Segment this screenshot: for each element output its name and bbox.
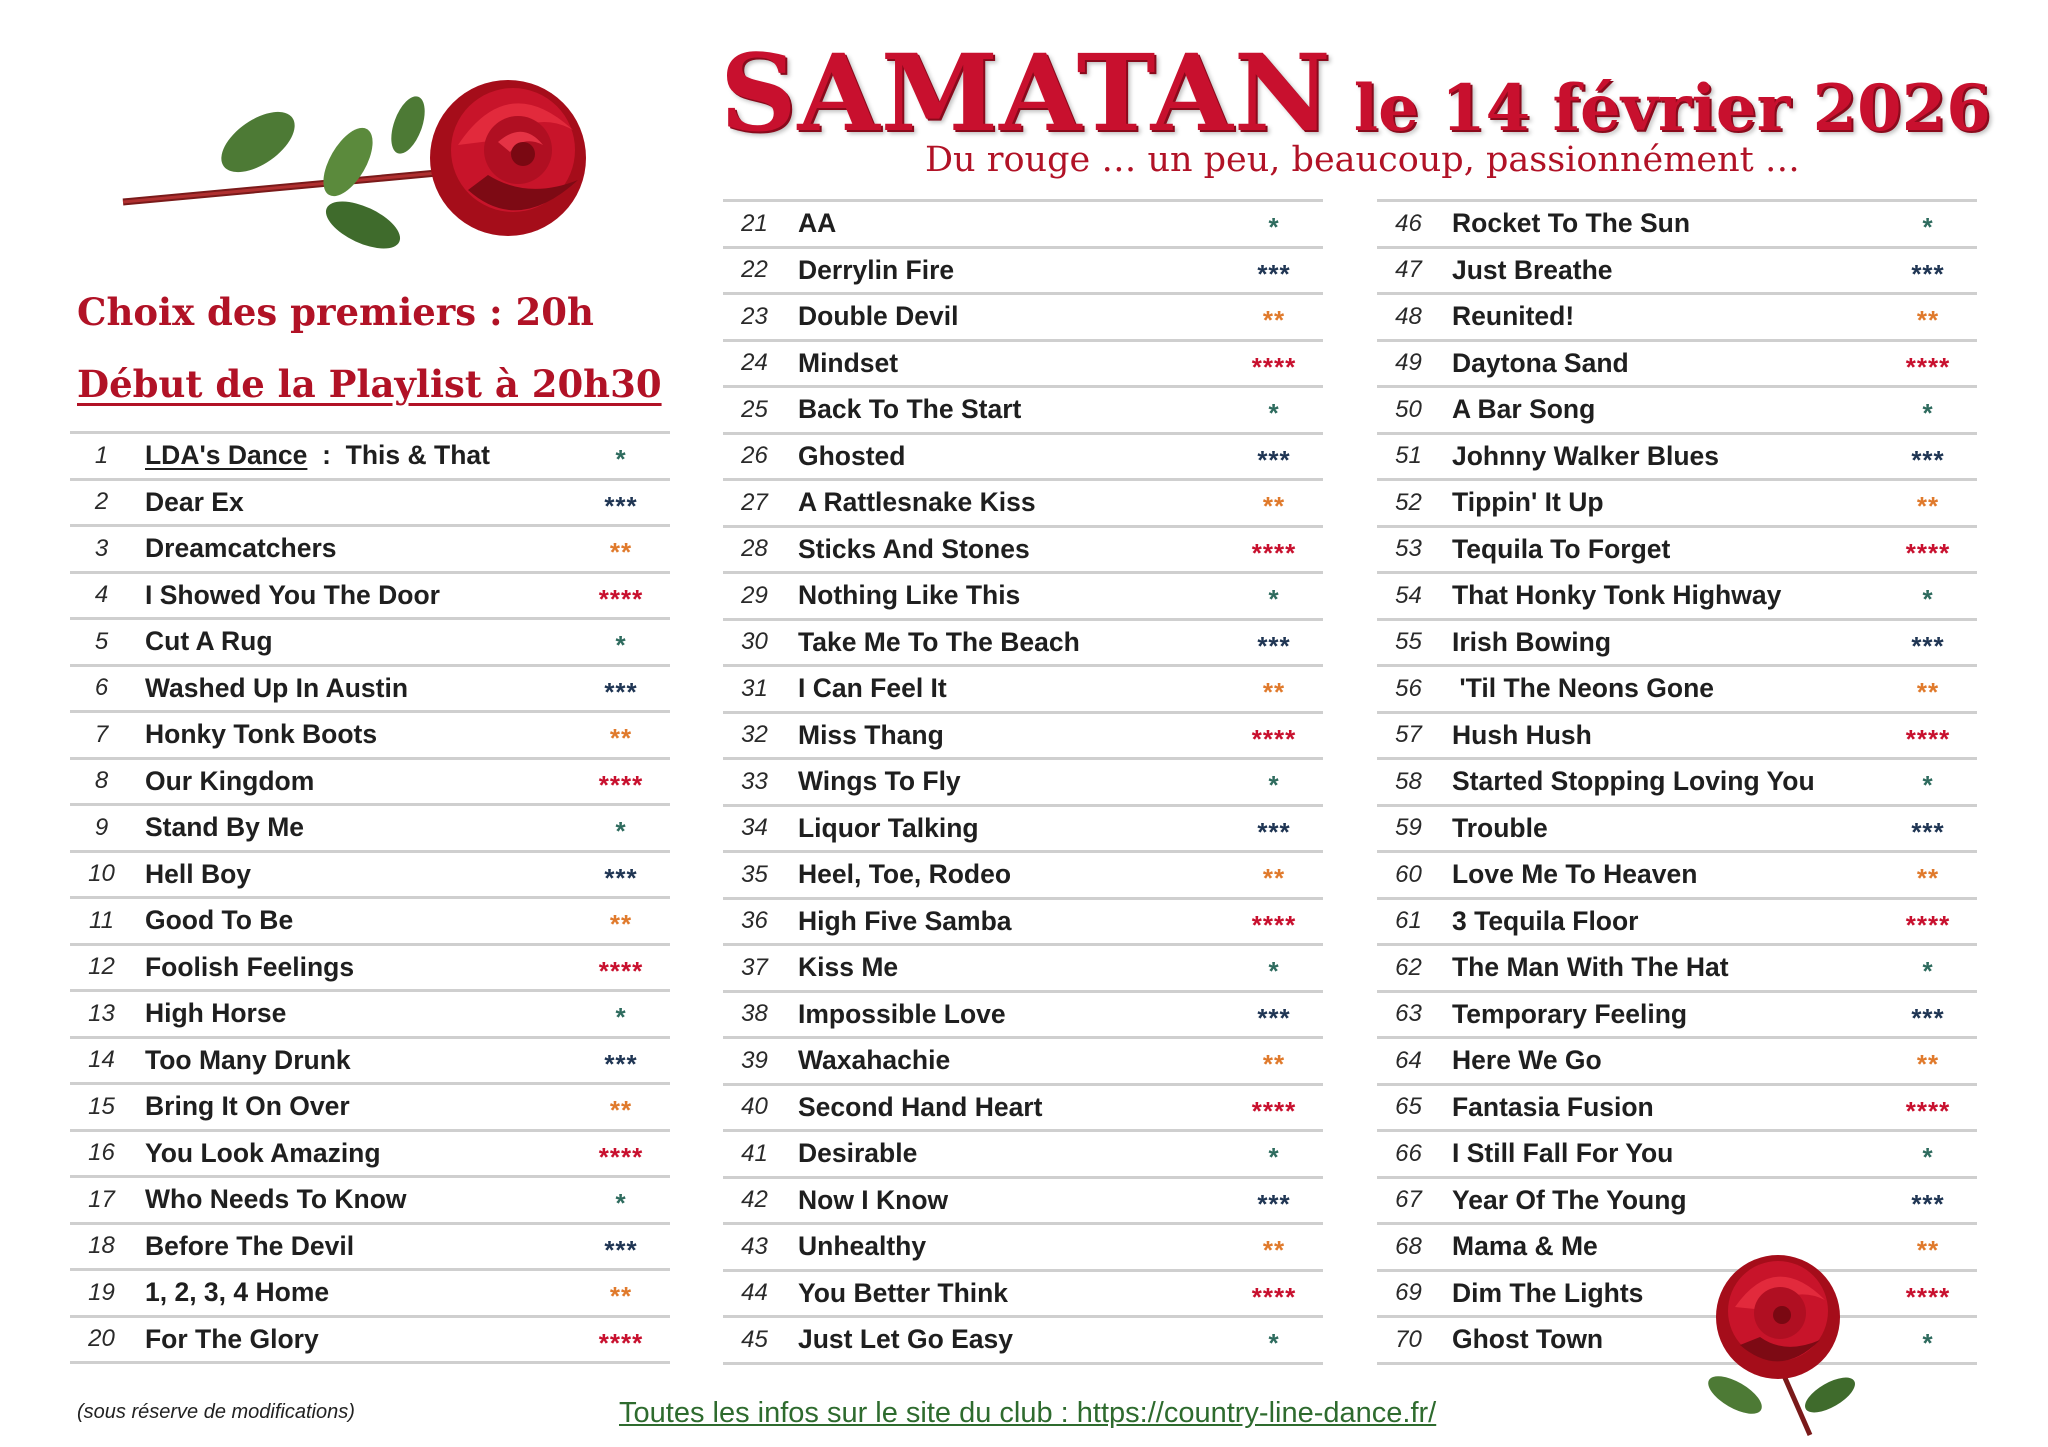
dance-number: 50 — [1395, 395, 1422, 423]
difficulty-stars: *** — [1257, 444, 1291, 475]
dance-name: Our Kingdom — [145, 765, 315, 796]
dance-row — [1377, 1179, 1977, 1226]
dance-number: 65 — [1395, 1093, 1422, 1121]
dance-number: 4 — [94, 581, 109, 609]
difficulty-stars: *** — [1911, 258, 1945, 289]
dance-name: Mindset — [798, 347, 899, 378]
dance-number: 53 — [1395, 535, 1422, 563]
dance-number: 46 — [1395, 209, 1422, 237]
dance-name: Desirable — [798, 1138, 918, 1169]
difficulty-stars: **** — [598, 955, 644, 986]
dance-name: Washed Up In Austin — [145, 672, 409, 703]
dance-row — [723, 1179, 1323, 1226]
difficulty-stars: * — [1268, 956, 1280, 986]
dance-name: Love Me To Heaven — [1452, 859, 1698, 890]
dance-row — [723, 202, 1323, 249]
dance-name: Who Needs To Know — [145, 1184, 407, 1215]
dance-name: I Still Fall For You — [1452, 1138, 1674, 1169]
dance-name: Cut A Rug — [145, 626, 273, 657]
difficulty-stars: **** — [1251, 909, 1297, 940]
dance-name — [145, 440, 490, 471]
dance-number: 63 — [1395, 1000, 1422, 1028]
dance-name: Impossible Love — [798, 998, 1006, 1029]
dance-row — [1377, 1132, 1977, 1179]
dance-name: Rocket To The Sun — [1452, 208, 1691, 239]
dance-name: I Showed You The Door — [145, 579, 440, 610]
difficulty-stars: * — [615, 1188, 627, 1218]
difficulty-stars: * — [615, 816, 627, 846]
dance-row — [723, 667, 1323, 714]
dance-number: 30 — [741, 628, 768, 656]
dance-number: 2 — [94, 488, 109, 516]
dance-row — [723, 342, 1323, 389]
dance-name: Here We Go — [1452, 1045, 1602, 1076]
dance-row — [70, 434, 670, 481]
dance-row — [1377, 295, 1977, 342]
dance-name: Take Me To The Beach — [798, 626, 1080, 657]
dance-row — [70, 713, 670, 760]
difficulty-stars: ** — [1262, 863, 1286, 893]
dance-number: 52 — [1395, 488, 1422, 516]
dance-name: AA — [798, 208, 837, 239]
dance-name: Ghost Town — [1452, 1324, 1604, 1355]
dance-number: 12 — [88, 953, 115, 981]
dance-number: 33 — [741, 767, 768, 795]
dance-name: Second Hand Heart — [798, 1091, 1043, 1122]
dance-row — [1377, 202, 1977, 249]
dance-name: Too Many Drunk — [145, 1044, 351, 1075]
dance-number: 36 — [741, 907, 768, 935]
modification-note: (sous réserve de modifications) — [77, 1401, 355, 1423]
dance-row — [1377, 1272, 1977, 1319]
dance-row — [1377, 714, 1977, 761]
title-date: le 14 février 2026 — [1353, 71, 1991, 146]
dance-number: 64 — [1395, 1046, 1422, 1074]
dance-row — [1377, 1225, 1977, 1272]
dance-row — [723, 249, 1323, 296]
dance-name: Started Stopping Loving You — [1452, 766, 1815, 797]
difficulty-stars: **** — [1251, 351, 1297, 382]
difficulty-stars: * — [1922, 1142, 1934, 1172]
dance-name: Liquor Talking — [798, 812, 979, 843]
dance-number: 21 — [741, 209, 768, 237]
difficulty-stars: ** — [1916, 1235, 1940, 1265]
dance-number: 5 — [94, 627, 109, 655]
dance-number: 40 — [741, 1093, 768, 1121]
dance-name: Bring It On Over — [145, 1091, 350, 1122]
dance-row — [70, 946, 670, 993]
dance-name: High Horse — [145, 998, 287, 1029]
rose-illustration-bottom — [1680, 1245, 1880, 1440]
club-website-link[interactable]: Toutes les infos sur le site du club : https://country-line-dance.fr/ — [619, 1397, 1437, 1429]
dance-name: Back To The Start — [798, 394, 1022, 425]
dance-name: Miss Thang — [798, 719, 944, 750]
dance-row — [70, 1178, 670, 1225]
dance-row — [70, 1271, 670, 1318]
dance-row — [70, 667, 670, 714]
dance-number: 31 — [741, 674, 768, 702]
dance-name: Unhealthy — [798, 1231, 927, 1262]
difficulty-stars: * — [1922, 770, 1934, 800]
dance-number: 8 — [94, 767, 109, 795]
dance-name: Sticks And Stones — [798, 533, 1030, 564]
dance-name: Before The Devil — [145, 1230, 355, 1261]
dance-row — [723, 1086, 1323, 1133]
dance-name: Tippin' It Up — [1452, 487, 1604, 518]
dance-number: 57 — [1395, 721, 1422, 749]
dance-name: Mama & Me — [1452, 1231, 1598, 1262]
dance-row — [723, 295, 1323, 342]
difficulty-stars: * — [1268, 584, 1280, 614]
difficulty-stars: *** — [1911, 1188, 1945, 1219]
dance-name: Hell Boy — [145, 858, 252, 889]
dance-name: 'Til The Neons Gone — [1452, 673, 1715, 704]
difficulty-stars: *** — [604, 1048, 638, 1079]
dance-number: 11 — [89, 906, 114, 934]
difficulty-stars: ** — [609, 537, 633, 567]
dance-row — [1377, 1039, 1977, 1086]
dance-number: 43 — [741, 1232, 768, 1260]
dance-name: A Rattlesnake Kiss — [798, 487, 1036, 518]
dance-number: 23 — [741, 302, 768, 330]
dance-number: 37 — [741, 953, 768, 981]
dance-name: 1, 2, 3, 4 Home — [145, 1277, 330, 1308]
difficulty-stars: **** — [598, 1327, 644, 1358]
difficulty-stars: **** — [1251, 537, 1297, 568]
difficulty-stars: ** — [1916, 491, 1940, 521]
difficulty-stars: *** — [1911, 630, 1945, 661]
dance-name: Foolish Feelings — [145, 951, 355, 982]
dance-row — [723, 528, 1323, 575]
dance-name: Just Breathe — [1452, 254, 1613, 285]
difficulty-stars: * — [1922, 584, 1934, 614]
dance-number: 58 — [1395, 767, 1422, 795]
difficulty-stars: *** — [604, 862, 638, 893]
dance-number: 18 — [88, 1232, 115, 1260]
dance-number: 9 — [94, 813, 109, 841]
dance-row — [1377, 1086, 1977, 1133]
difficulty-stars: *** — [1911, 444, 1945, 475]
dance-list-column-3 — [1377, 199, 1977, 1365]
dance-name: Heel, Toe, Rodeo — [798, 859, 1012, 890]
difficulty-stars: ** — [1262, 305, 1286, 335]
dance-number: 69 — [1395, 1279, 1422, 1307]
difficulty-stars: *** — [1257, 630, 1291, 661]
dance-row — [1377, 807, 1977, 854]
difficulty-stars: ** — [1916, 677, 1940, 707]
dance-number: 67 — [1395, 1186, 1422, 1214]
dance-row — [723, 714, 1323, 761]
dance-row — [1377, 528, 1977, 575]
dance-name: High Five Samba — [798, 905, 1012, 936]
dance-name: Tequila To Forget — [1452, 533, 1671, 564]
dance-name: You Look Amazing — [145, 1137, 381, 1168]
dance-row — [723, 388, 1323, 435]
difficulty-stars: ** — [1916, 305, 1940, 335]
difficulty-stars: *** — [1257, 816, 1291, 847]
dance-row — [723, 435, 1323, 482]
dance-row — [70, 574, 670, 621]
difficulty-stars: **** — [1905, 537, 1951, 568]
difficulty-stars: **** — [1905, 1281, 1951, 1312]
dance-name-suffix: : This & That — [307, 440, 490, 471]
dance-name: Trouble — [1452, 812, 1548, 843]
dance-name: Ghosted — [798, 440, 906, 471]
dance-row — [723, 900, 1323, 947]
dance-row — [723, 574, 1323, 621]
difficulty-stars: *** — [604, 1234, 638, 1265]
difficulty-stars: * — [615, 1002, 627, 1032]
difficulty-stars: * — [1922, 1328, 1934, 1358]
dance-name: Honky Tonk Boots — [145, 719, 378, 750]
dance-number: 54 — [1395, 581, 1422, 609]
difficulty-stars: **** — [1905, 909, 1951, 940]
difficulty-stars: ** — [609, 909, 633, 939]
dance-row — [723, 481, 1323, 528]
dance-name: Wings To Fly — [798, 766, 961, 797]
dance-row — [1377, 342, 1977, 389]
difficulty-stars: **** — [598, 769, 644, 800]
dance-row — [70, 760, 670, 807]
dance-number: 7 — [94, 720, 109, 748]
dance-number: 34 — [741, 814, 768, 842]
dance-number: 15 — [88, 1092, 115, 1120]
dance-row — [70, 620, 670, 667]
dance-row — [1377, 760, 1977, 807]
dance-row — [1377, 249, 1977, 296]
dance-name: Johnny Walker Blues — [1452, 440, 1720, 471]
dance-number: 68 — [1395, 1232, 1422, 1260]
dance-number: 35 — [741, 860, 768, 888]
dance-number: 51 — [1395, 442, 1422, 470]
dance-number: 26 — [741, 442, 768, 470]
difficulty-stars: ** — [1916, 863, 1940, 893]
dance-name: Stand By Me — [145, 812, 305, 843]
difficulty-stars: * — [615, 630, 627, 660]
dance-row — [70, 1318, 670, 1365]
dance-number: 56 — [1395, 674, 1422, 702]
dance-list-column-1 — [70, 431, 670, 1364]
dance-name: Year Of The Young — [1452, 1184, 1687, 1215]
dance-number: 62 — [1395, 953, 1422, 981]
dance-row — [1377, 853, 1977, 900]
difficulty-stars: *** — [1911, 816, 1945, 847]
dance-name: 3 Tequila Floor — [1452, 905, 1639, 936]
dance-number: 27 — [741, 488, 768, 516]
dance-name: Dear Ex — [145, 486, 244, 517]
dance-name: You Better Think — [798, 1277, 1009, 1308]
dance-row — [723, 993, 1323, 1040]
dance-row — [723, 1039, 1323, 1086]
difficulty-stars: ** — [609, 1095, 633, 1125]
dance-row — [1377, 481, 1977, 528]
dance-row — [1377, 621, 1977, 668]
dance-row — [70, 1039, 670, 1086]
dance-row — [70, 806, 670, 853]
dance-name: For The Glory — [145, 1323, 319, 1354]
dance-name: Daytona Sand — [1452, 347, 1629, 378]
dance-row — [1377, 574, 1977, 621]
dance-number: 38 — [741, 1000, 768, 1028]
difficulty-stars: * — [1268, 212, 1280, 242]
dance-number: 16 — [88, 1139, 115, 1167]
dance-number: 45 — [741, 1325, 768, 1353]
dance-row — [723, 946, 1323, 993]
difficulty-stars: * — [1268, 1328, 1280, 1358]
dance-name: Hush Hush — [1452, 719, 1592, 750]
dance-number: 49 — [1395, 349, 1422, 377]
dance-row — [723, 1318, 1323, 1365]
dance-row — [1377, 388, 1977, 435]
dance-name: Good To Be — [145, 905, 294, 936]
difficulty-stars: * — [1922, 398, 1934, 428]
difficulty-stars: *** — [1257, 258, 1291, 289]
difficulty-stars: ** — [1262, 1235, 1286, 1265]
difficulty-stars: *** — [1257, 1188, 1291, 1219]
difficulty-stars: **** — [1251, 1281, 1297, 1312]
dance-row — [1377, 1318, 1977, 1365]
subtitle: Du rouge … un peu, beaucoup, passionnément … — [925, 140, 1800, 180]
difficulty-stars: * — [1268, 398, 1280, 428]
difficulty-stars: ** — [609, 723, 633, 753]
difficulty-stars: **** — [598, 583, 644, 614]
dance-name: Derrylin Fire — [798, 254, 955, 285]
difficulty-stars: **** — [1905, 1095, 1951, 1126]
dance-name: I Can Feel It — [798, 673, 947, 704]
dance-number: 17 — [88, 1185, 115, 1213]
dance-row — [1377, 435, 1977, 482]
dance-number: 47 — [1395, 256, 1422, 284]
difficulty-stars: *** — [604, 676, 638, 707]
dance-number: 19 — [88, 1278, 115, 1306]
dance-row — [723, 853, 1323, 900]
dance-name: Nothing Like This — [798, 580, 1021, 611]
dance-row — [70, 527, 670, 574]
dance-name: Now I Know — [798, 1184, 949, 1215]
dance-row — [723, 621, 1323, 668]
dance-number: 20 — [88, 1325, 115, 1353]
dance-number: 41 — [741, 1139, 768, 1167]
dance-name: That Honky Tonk Highway — [1452, 580, 1782, 611]
title-main: SAMATAN — [720, 30, 1332, 155]
difficulty-stars: ** — [1262, 1049, 1286, 1079]
dance-number: 13 — [88, 999, 115, 1027]
dance-row — [1377, 900, 1977, 947]
dance-number: 14 — [88, 1046, 115, 1074]
dance-number: 60 — [1395, 860, 1422, 888]
dance-number: 61 — [1395, 907, 1422, 935]
dance-number: 24 — [741, 349, 768, 377]
dance-row — [70, 1085, 670, 1132]
dance-name: Kiss Me — [798, 952, 899, 983]
dance-row — [723, 1272, 1323, 1319]
difficulty-stars: * — [615, 444, 627, 474]
difficulty-stars: *** — [1911, 1002, 1945, 1033]
dance-row — [70, 1225, 670, 1272]
difficulty-stars: * — [1268, 1142, 1280, 1172]
dance-number: 32 — [741, 721, 768, 749]
difficulty-stars: *** — [604, 490, 638, 521]
dance-name: Reunited! — [1452, 301, 1575, 332]
dance-number: 10 — [88, 860, 115, 888]
dance-number: 42 — [741, 1186, 768, 1214]
difficulty-stars: * — [1922, 212, 1934, 242]
dance-name: Dim The Lights — [1452, 1277, 1644, 1308]
dance-row — [723, 760, 1323, 807]
dance-row — [70, 853, 670, 900]
dance-number: 48 — [1395, 302, 1422, 330]
choix-premiers: Choix des premiers : 20h — [77, 290, 594, 334]
dance-number: 6 — [94, 674, 109, 702]
dance-number: 70 — [1395, 1325, 1422, 1353]
difficulty-stars: **** — [1905, 723, 1951, 754]
difficulty-stars: ** — [609, 1281, 633, 1311]
dance-row — [1377, 946, 1977, 993]
dance-row — [1377, 993, 1977, 1040]
dance-list-column-2 — [723, 199, 1323, 1365]
page-title — [720, 30, 1991, 155]
dance-number: 29 — [741, 581, 768, 609]
difficulty-stars: * — [1268, 770, 1280, 800]
dance-number: 22 — [741, 256, 768, 284]
dance-row — [70, 899, 670, 946]
difficulty-stars: **** — [1905, 351, 1951, 382]
difficulty-stars: * — [1922, 956, 1934, 986]
dance-row — [1377, 667, 1977, 714]
dance-row — [70, 992, 670, 1039]
dance-number: 44 — [741, 1279, 768, 1307]
dance-number: 59 — [1395, 814, 1422, 842]
dance-row — [723, 807, 1323, 854]
dance-name: Waxahachie — [798, 1045, 951, 1076]
dance-row — [723, 1132, 1323, 1179]
difficulty-stars: **** — [1251, 1095, 1297, 1126]
dance-name: Irish Bowing — [1452, 626, 1611, 657]
dance-number: 25 — [741, 395, 768, 423]
difficulty-stars: ** — [1916, 1049, 1940, 1079]
difficulty-stars: **** — [598, 1141, 644, 1172]
difficulty-stars: ** — [1262, 491, 1286, 521]
dance-number: 3 — [94, 534, 109, 562]
dance-number: 1 — [94, 441, 109, 469]
dance-number: 39 — [741, 1046, 768, 1074]
dance-row — [723, 1225, 1323, 1272]
dance-name: Dreamcatchers — [145, 533, 337, 564]
dance-name: Just Let Go Easy — [798, 1324, 1014, 1355]
difficulty-stars: **** — [1251, 723, 1297, 754]
dance-number: 55 — [1395, 628, 1422, 656]
difficulty-stars: ** — [1262, 677, 1286, 707]
dance-row — [70, 481, 670, 528]
dance-name: Fantasia Fusion — [1452, 1091, 1654, 1122]
dance-name: Temporary Feeling — [1452, 998, 1688, 1029]
dance-row — [70, 1132, 670, 1179]
dance-name-main: LDA's Dance — [145, 440, 308, 471]
rose-illustration — [118, 50, 638, 250]
dance-name: A Bar Song — [1452, 394, 1596, 425]
debut-playlist: Début de la Playlist à 20h30 — [77, 362, 662, 406]
difficulty-stars: *** — [1257, 1002, 1291, 1033]
dance-number: 66 — [1395, 1139, 1422, 1167]
dance-name: Double Devil — [798, 301, 959, 332]
dance-name: The Man With The Hat — [1452, 952, 1729, 983]
dance-number: 28 — [741, 535, 768, 563]
